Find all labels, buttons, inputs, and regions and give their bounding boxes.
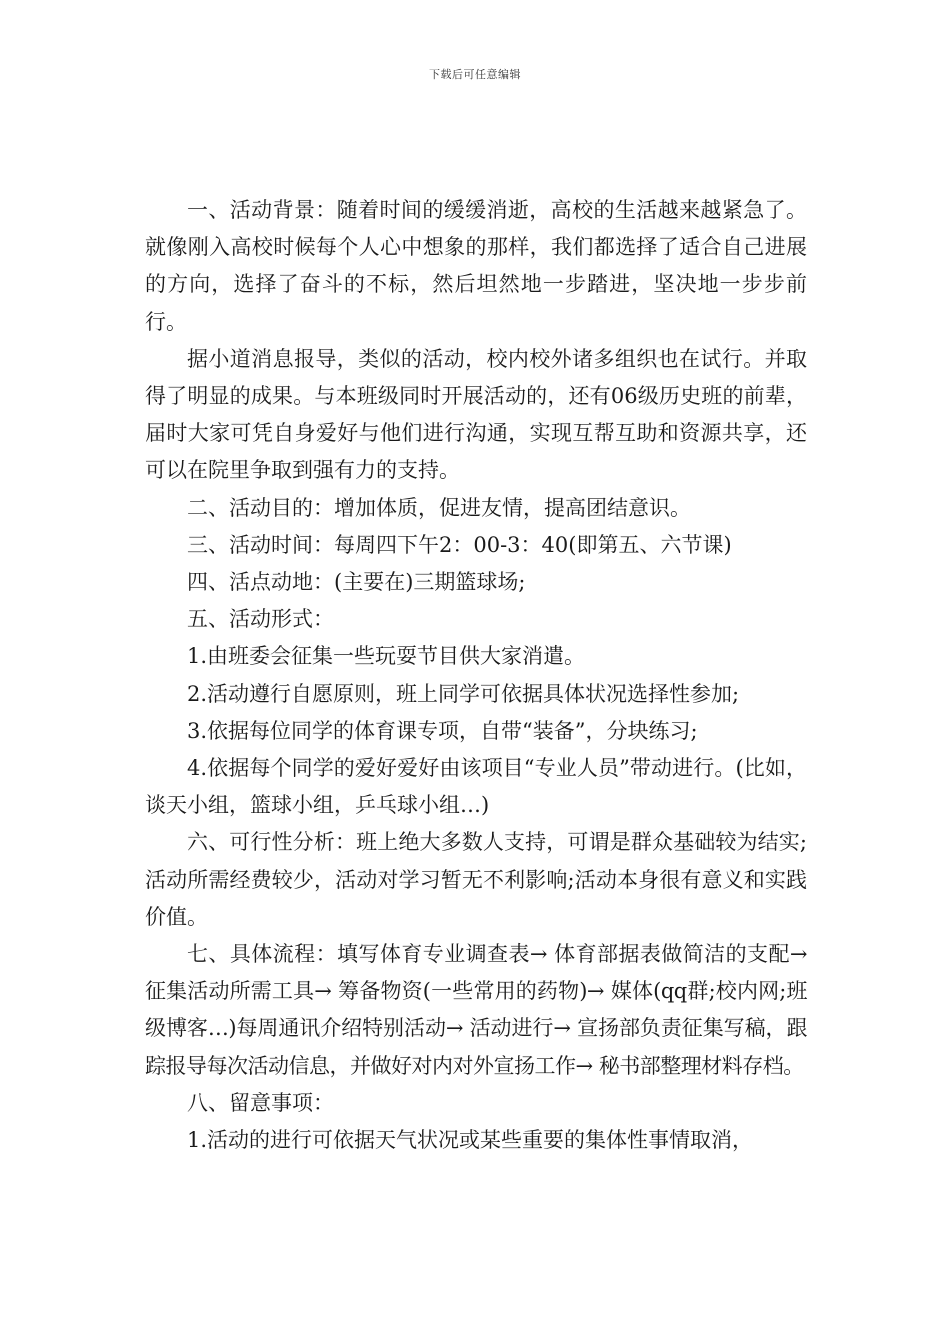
paragraph-form-item-3: 3.依据每位同学的体育课专项，自带“装备”，分块练习;: [187, 718, 698, 743]
paragraph-form-item-1: 1.由班委会征集一些玩耍节目供大家消遣。: [187, 644, 586, 669]
paragraph-form-heading: 五、活动形式：: [187, 607, 334, 632]
page-header: 下载后可任意编辑: [429, 68, 521, 81]
paragraph-time: 三、活动时间：每周四下午2：00-3：40(即第五、六节课): [187, 532, 732, 557]
paragraph-notes-item-1: 1.活动的进行可依据天气状况或某些重要的集体性事情取消，: [187, 1128, 754, 1153]
paragraph-process: 七、具体流程：填写体育专业调查表→ 体育部据表做简洁的支配→ 征集活动所需工具→ 筹备物资(一些常用的药物)→ 媒体(qq群;校内网;班级博客…)每周通讯介绍特别活动→ 活动进行→ 宣扬部负责征集写稿，跟踪报导每次活动信息，并做好对内对外宣扬工作→ 秘书部整理材料存档。: [145, 942, 807, 1078]
paragraph-location: 四、活点动地：(主要在)三期篮球场;: [187, 570, 526, 595]
paragraph-purpose: 二、活动目的：增加体质，促进友情，提高团结意识。: [187, 495, 691, 520]
paragraph-background: 一、活动背景：随着时间的缓缓消逝，高校的生活越来越紧急了。就像刚入高校时候每个人心中想象的那样，我们都选择了适合自己进展的方向，选择了奋斗的不标，然后坦然地一步踏进，坚决地一步步前行。: [145, 198, 807, 334]
paragraph-form-item-4: 4.依据每个同学的爱好爱好由该项目“专业人员”带动进行。(比如，谈天小组，篮球小组，乒乓球小组…): [145, 756, 807, 818]
document-body: [145, 192, 807, 1159]
paragraph-news: 据小道消息报导，类似的活动，校内校外诸多组织也在试行。并取得了明显的成果。与本班级同时开展活动的，还有06级历史班的前辈，届时大家可凭自身爱好与他们进行沟通，实现互帮互助和资源共享，还可以在院里争取到强有力的支持。: [145, 346, 807, 483]
paragraph-feasibility: 六、可行性分析：班上绝大多数人支持，可谓是群众基础较为结实;活动所需经费较少，活动对学习暂无不利影响;活动本身很有意义和实践价值。: [145, 830, 807, 929]
paragraph-form-item-2: 2.活动遵行自愿原则，班上同学可依据具体状况选择性参加;: [187, 681, 740, 706]
paragraph-notes-heading: 八、留意事项：: [187, 1090, 334, 1115]
